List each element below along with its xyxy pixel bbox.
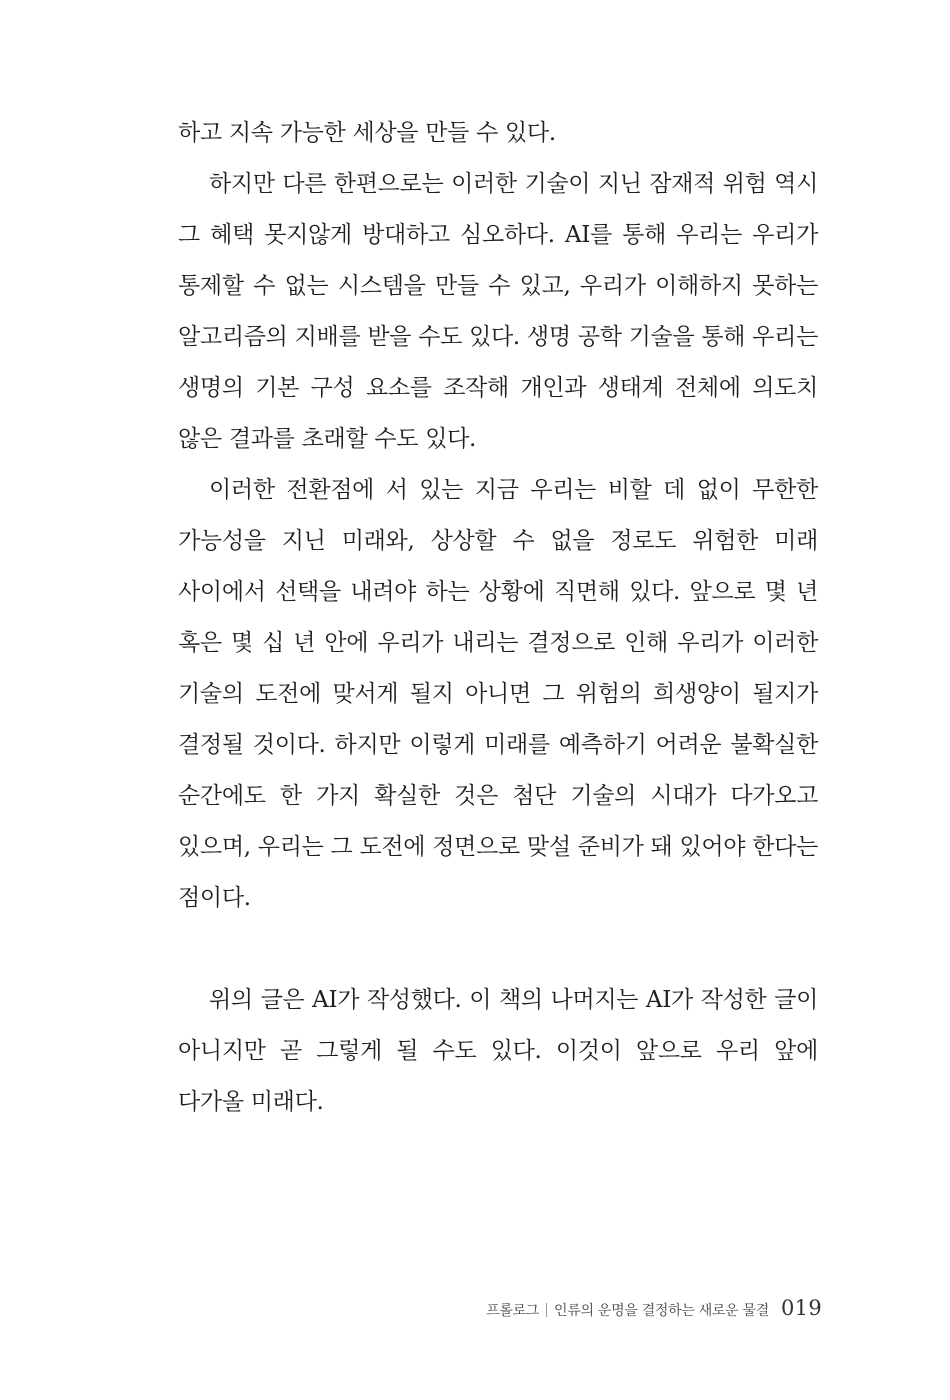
paragraph-risks: 하지만 다른 한편으로는 이러한 기술이 지닌 잠재적 위험 역시 그 혜택 못지않게 방대하고 심오하다. AI를 통해 우리는 우리가 통제할 수 없는 시스템을 만들 수 있고, 우리가 이해하지 못하는 알고리즘의 지배를 받을 수도 있다. 생명 공학 기술을 통해 우리는 생명의 기본 구성 요소를 조작해 개인과 생태계 전체에 의도치 않은 결과를 초래할 수도 있다. bbox=[178, 171, 818, 452]
page-number: 019 bbox=[781, 1296, 822, 1320]
body-text bbox=[178, 108, 818, 1128]
running-footer bbox=[486, 1296, 822, 1326]
footer-chapter-title: 인류의 운명을 결정하는 새로운 물결 bbox=[554, 1303, 770, 1319]
footer-divider bbox=[546, 1303, 547, 1317]
paragraph-ai-note: 위의 글은 AI가 작성했다. 이 책의 나머지는 AI가 작성한 글이 아니지만 곧 그렇게 될 수도 있다. 이것이 앞으로 우리 앞에 다가올 미래다. bbox=[178, 987, 818, 1115]
paragraph-continuation: 하고 지속 가능한 세상을 만들 수 있다. bbox=[178, 120, 556, 146]
paragraph-turning-point: 이러한 전환점에 서 있는 지금 우리는 비할 데 없이 무한한 가능성을 지닌 미래와, 상상할 수 없을 정로도 위험한 미래 사이에서 선택을 내려야 하는 상황에 직면해 있다. 앞으로 몇 년 혹은 몇 십 년 안에 우리가 내리는 결정으로 인해 우리가 이러한 기술의 도전에 맞서게 될지 아니면 그 위험의 희생양이 될지가 결정될 것이다. 하지만 이렇게 미래를 예측하기 어려운 불확실한 순간에도 한 가지 확실한 것은 첨단 기술의 시대가 다가오고 있으며, 우리는 그 도전에 정면으로 맞설 준비가 돼 있어야 한다는 점이다. bbox=[178, 477, 818, 911]
footer-section-label: 프롤로그 bbox=[486, 1303, 540, 1319]
